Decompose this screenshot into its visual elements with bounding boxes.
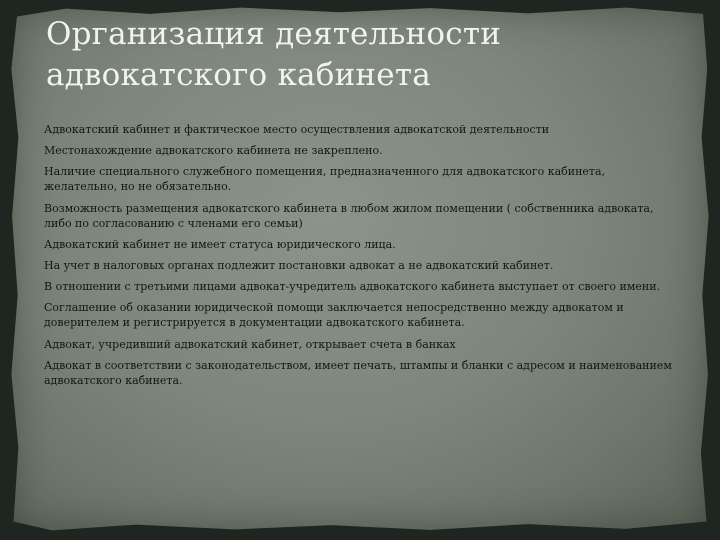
paragraph-5: Адвокатский кабинет не имеет статуса юридического лица. (44, 237, 396, 251)
slide-body (44, 122, 680, 394)
paragraph-9: Адвокат, учредивший адвокатский кабинет, открывает счета в банках (44, 337, 456, 351)
paragraph-3: Наличие специального служебного помещения, предназначенного для адвокатского кабинета, желательно, но не обязательно. (44, 165, 606, 194)
paragraph-2: Местонахождение адвокатского кабинета не закреплено. (44, 144, 383, 158)
paragraph-1: Адвокатский кабинет и фактическое место осуществления адвокатской деятельности (44, 123, 550, 136)
slide-title (46, 14, 686, 96)
paragraph-10: Адвокат в соответствии с законодательством, имеет печать, штампы и бланки с адресом и наименованием адвокатского кабинета. (44, 358, 672, 387)
paragraph-6: На учет в налоговых органах подлежит постановки адвокат а не адвокатский кабинет. (44, 258, 554, 272)
slide-title-line-2: адвокатского кабинета (46, 57, 431, 93)
slide-title-line-1: Организация деятельности (46, 16, 502, 52)
paragraph-4: Возможность размещения адвокатского кабинета в любом жилом помещении ( собственника адвоката, либо по согласованию с членами его семьи) (44, 201, 654, 230)
paragraph-8: Соглашение об оказании юридической помощи заключается непосредственно между адвокатом и доверителем и регистрируется в документации адвокатского кабинета. (44, 301, 624, 330)
paragraph-7: В отношении с третьими лицами адвокат-учредитель адвокатского кабинета выступает от своего имени. (44, 280, 661, 294)
